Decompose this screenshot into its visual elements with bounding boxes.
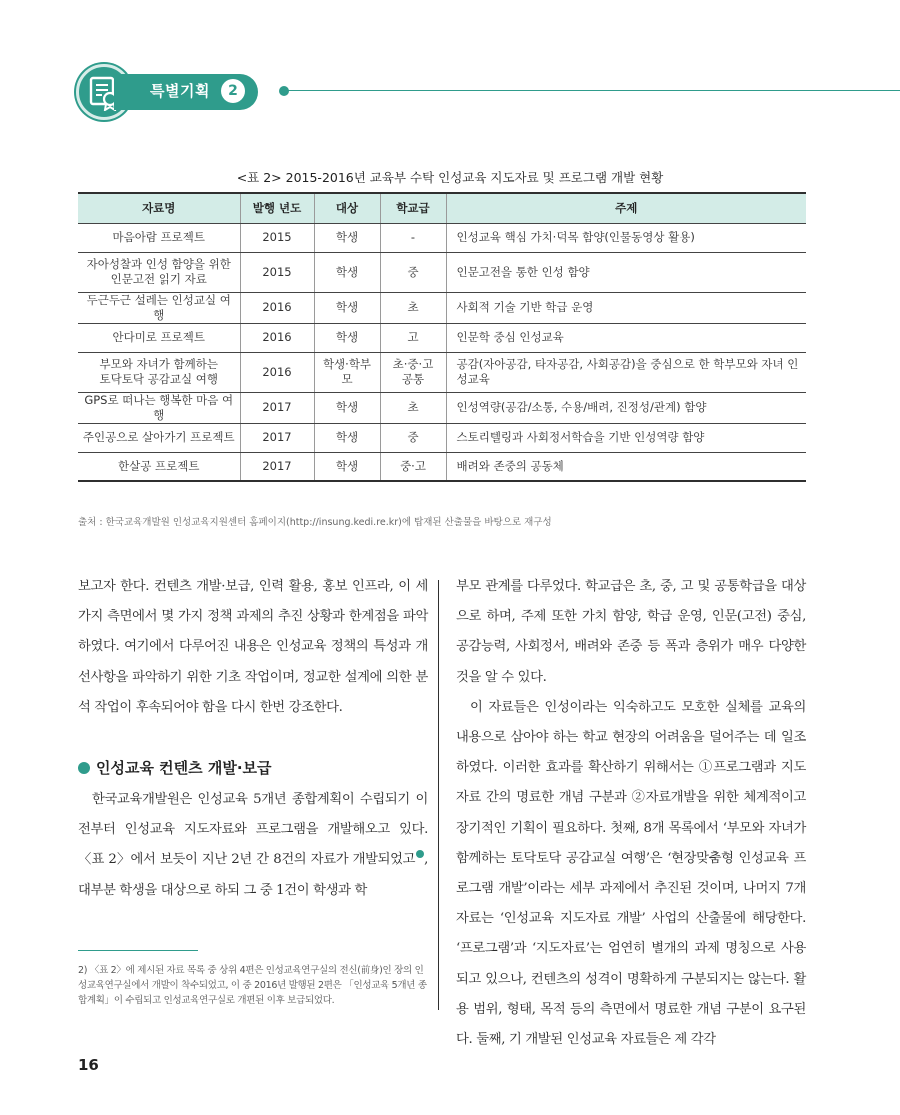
footnote: 2) 〈표 2〉에 제시된 자료 목록 중 상위 4편은 인성교육연구실의 전신(前身)인 장의 인성교육연구실에서 개발이 착수되었고, 이 중 2016년 발행된 2편은 「인성교육 5개년 종합계획」이 수립되고 인성교육연구실로 개편된 이후 보급되었다. <box>78 965 427 1006</box>
section-header <box>76 64 900 120</box>
header-title: 특별기획 <box>150 82 210 100</box>
table-cell-target: 학생 <box>314 452 380 481</box>
footnote-rule <box>78 950 198 951</box>
table-cell-year: 2017 <box>240 452 314 481</box>
table-cell-name: 자아성찰과 인성 함양을 위한 인문고전 읽기 자료 <box>78 252 240 292</box>
table-cell-theme: 인성역량(공감/소통, 수용/배려, 진정성/관계) 함양 <box>446 392 806 423</box>
table-cell-theme: 인문학 중심 인성교육 <box>446 323 806 352</box>
table-cell-level: 중 <box>380 252 446 292</box>
table-cell-name: 한살공 프로젝트 <box>78 452 240 481</box>
table-cell-target: 학생 <box>314 223 380 252</box>
table-row <box>78 252 806 292</box>
table-cell-name: 마음아람 프로젝트 <box>78 223 240 252</box>
table-header-row <box>78 193 806 223</box>
body-paragraph <box>78 785 428 906</box>
table-row <box>78 323 806 352</box>
table-cell-level: 초·중·고 공통 <box>380 352 446 392</box>
column-header: 자료명 <box>78 193 240 223</box>
table-caption: <표 2> 2015-2016년 교육부 수탁 인성교육 지도자료 및 프로그램 개발 현황 <box>236 170 664 185</box>
page-number: 16 <box>78 1056 99 1074</box>
section-heading <box>78 757 272 778</box>
table-cell-year: 2016 <box>240 352 314 392</box>
table-cell-year: 2015 <box>240 252 314 292</box>
table-cell-theme: 스토리텔링과 사회정서학습을 기반 인성역량 함양 <box>446 423 806 452</box>
table-cell-year: 2017 <box>240 423 314 452</box>
table-row <box>78 392 806 423</box>
table-row <box>78 292 806 323</box>
table-row <box>78 452 806 481</box>
column-header: 주제 <box>446 193 806 223</box>
table-cell-name: 안다미로 프로젝트 <box>78 323 240 352</box>
body-text: 한국교육개발원은 인성교육 5개년 종합계획이 수립되기 이전부터 인성교육 지도자료와 프로그램을 개발해오고 있다. 〈표 2〉에서 보듯이 지난 2년 간 8건의 자료가 개발되었고 <box>78 792 428 868</box>
table-cell-level: 중 <box>380 423 446 452</box>
table-cell-year: 2015 <box>240 223 314 252</box>
body-paragraph <box>456 693 806 1055</box>
table-cell-theme: 인성교육 핵심 가치·덕목 함양(인물동영상 활용) <box>446 223 806 252</box>
column-divider <box>438 580 439 1010</box>
table-cell-target: 학생 <box>314 423 380 452</box>
table-source: 출처 : 한국교육개발원 인성교육지원센터 홈페이지(http://insung.kedi.re.kr)에 탑재된 산출물을 바탕으로 재구성 <box>78 517 552 528</box>
table-cell-target: 학생 <box>314 292 380 323</box>
header-number: 2 <box>221 79 245 103</box>
table-cell-level: - <box>380 223 446 252</box>
column-header: 학교급 <box>380 193 446 223</box>
table-row <box>78 423 806 452</box>
body-text: , 대부분 학생을 대상으로 하되 그 중 1건이 학생과 학 <box>78 852 428 898</box>
table-cell-level: 초 <box>380 292 446 323</box>
header-dot <box>279 86 289 96</box>
body-column-left <box>78 572 428 723</box>
body-column-right <box>456 572 806 1055</box>
column-header: 대상 <box>314 193 380 223</box>
table-cell-year: 2016 <box>240 292 314 323</box>
body-text: 이 자료들은 인성이라는 익숙하고도 모호한 실체를 교육의 내용으로 삼아야 하는 학교 현장의 어려움을 덜어주는 데 일조하였다. 이러한 효과를 확산하기 위해서는 ①프로그램과 지도자료 간의 명료한 개념 구분과 ②자료개발을 위한 체계적이고 장기적인 기획이 필요하다. 첫째, 8개 목록에서 ‘부모와 자녀가 함께하는 토닥토닥 공감교실 여행’은 ‘현장맞춤형 인성교육 프로그램 개발’이라는 세부 과제에서 추진된 것이며, 나머지 7개 자료는 ‘인성교육 지도자료 개발’ 사업의 산출물에 해당한다. ‘프로그램’과 ‘지도자료’는 엄연히 별개의 과제 명칭으로 사용되고 있으나, 컨텐츠의 성격이 명확하게 구분되지는 않는다. 활용 범위, 형태, 목적 등의 측면에서 명료한 개념 구분이 요구된다. 둘째, 기 개발된 인성교육 자료들은 제 각각 <box>456 699 806 1048</box>
section-heading-text: 인성교육 컨텐츠 개발·보급 <box>96 759 272 777</box>
table-cell-level: 중·고 <box>380 452 446 481</box>
table-cell-theme: 배려와 존중의 공동체 <box>446 452 806 481</box>
body-paragraph: 부모 관계를 다루었다. 학교급은 초, 중, 고 및 공통학급을 대상으로 하며, 주제 또한 가치 함양, 학급 운영, 인문(고전) 중심, 공감능력, 사회정서, 배려와 존중 등 폭과 층위가 매우 다양한 것을 알 수 있다. <box>456 579 806 685</box>
table-cell-target: 학생 <box>314 392 380 423</box>
table-cell-year: 2017 <box>240 392 314 423</box>
table-cell-name: 주인공으로 살아가기 프로젝트 <box>78 423 240 452</box>
header-rule <box>288 90 900 91</box>
table-cell-target: 학생·학부모 <box>314 352 380 392</box>
table-cell-theme: 공감(자아공감, 타자공감, 사회공감)을 중심으로 한 학부모와 자녀 인성교육 <box>446 352 806 392</box>
table-row <box>78 223 806 252</box>
table-cell-name: GPS로 떠나는 행복한 마음 여행 <box>78 392 240 423</box>
table-cell-year: 2016 <box>240 323 314 352</box>
table-cell-name: 부모와 자녀가 함께하는 토닥토닥 공감교실 여행 <box>78 352 240 392</box>
table-cell-target: 학생 <box>314 323 380 352</box>
bullet-icon <box>78 762 90 774</box>
table-cell-name: 두근두근 설레는 인성교실 여행 <box>78 292 240 323</box>
footnote-marker <box>416 850 424 858</box>
data-table <box>78 192 806 482</box>
table-cell-level: 초 <box>380 392 446 423</box>
table-cell-level: 고 <box>380 323 446 352</box>
table-cell-theme: 사회적 기술 기반 학급 운영 <box>446 292 806 323</box>
table-cell-theme: 인문고전을 통한 인성 함양 <box>446 252 806 292</box>
table-row <box>78 352 806 392</box>
column-header: 발행 년도 <box>240 193 314 223</box>
table-cell-target: 학생 <box>314 252 380 292</box>
body-paragraph: 보고자 한다. 컨텐츠 개발·보급, 인력 활용, 홍보 인프라, 이 세 가지 측면에서 몇 가지 정책 과제의 추진 상황과 한계점을 파악하였다. 여기에서 다루어진 내용은 인성교육 정책의 특성과 개선사항을 파악하기 위한 기초 작업이며, 정교한 설계에 의한 분석 작업이 후속되어야 함을 다시 한번 강조한다. <box>78 579 428 715</box>
